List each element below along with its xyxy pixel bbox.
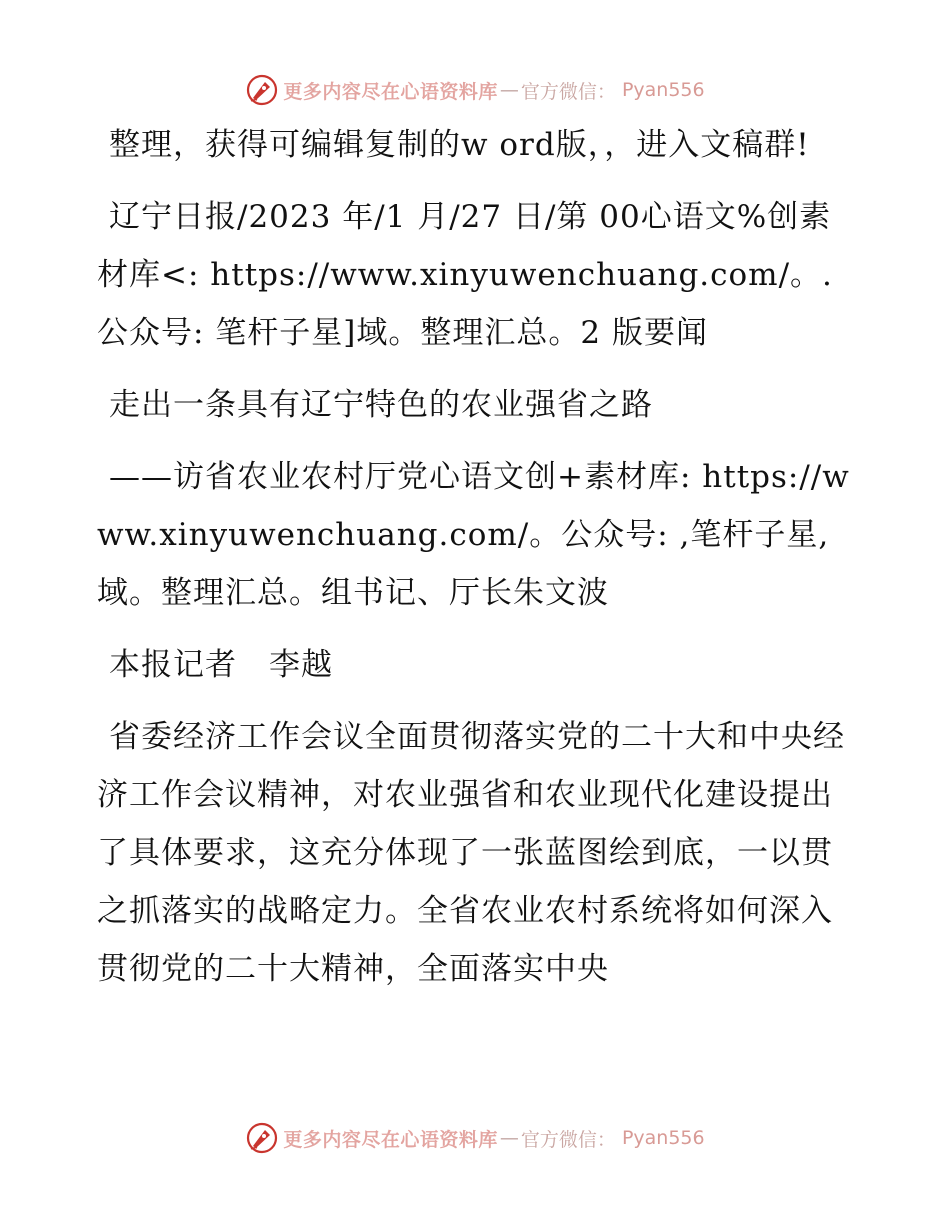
watermark-brand: 更多内容尽在心语资料库 <box>283 1128 498 1151</box>
watermark-wechat-label: 官方微信： <box>520 80 616 103</box>
article-subtitle: ——访省农业农村厅党心语文创+素材库: https://www.xinyuwenchuang.com/。公众号: ,笔杆子星,域。整理汇总。组书记、厅长朱文波 <box>97 459 850 611</box>
watermark-wechat-id: Pyan556 <box>621 79 705 101</box>
footer-watermark <box>0 1118 950 1158</box>
watermark-separator: — <box>499 1127 519 1149</box>
paragraph-body: 省委经济工作会议全面贯彻落实党的二十大和中央经济工作会议精神，对农业强省和农业现代化建设提出了具体要求，这充分体现了一张蓝图绘到底，一以贯之抓落实的战略定力。全省农业农村系统将如何深入贯彻党的二十大精神，全面落实中央 <box>97 719 845 987</box>
paragraph-source: 辽宁日报/2023 年/1 月/27 日/第 00心语文%创素材库<: https://www.xinyuwenchuang.com/。. 公众号: 笔杆子星]域。整理汇总。2 版要闻 <box>97 199 833 351</box>
pen-nib-logo-icon <box>245 1121 279 1155</box>
watermark-wechat-id: Pyan556 <box>621 1127 705 1149</box>
watermark-wechat-label: 官方微信： <box>520 1128 616 1151</box>
paragraph-intro: 整理，获得可编辑复制的w ord版，，进入文稿群! <box>109 127 810 163</box>
watermark-brand: 更多内容尽在心语资料库 <box>283 80 498 103</box>
document-body <box>97 116 857 1012</box>
article-title: 走出一条具有辽宁特色的农业强省之路 <box>109 387 653 423</box>
pen-nib-logo-icon <box>245 73 279 107</box>
watermark-separator: — <box>499 79 519 101</box>
header-watermark <box>0 70 950 110</box>
article-byline: 本报记者 李越 <box>109 647 333 683</box>
